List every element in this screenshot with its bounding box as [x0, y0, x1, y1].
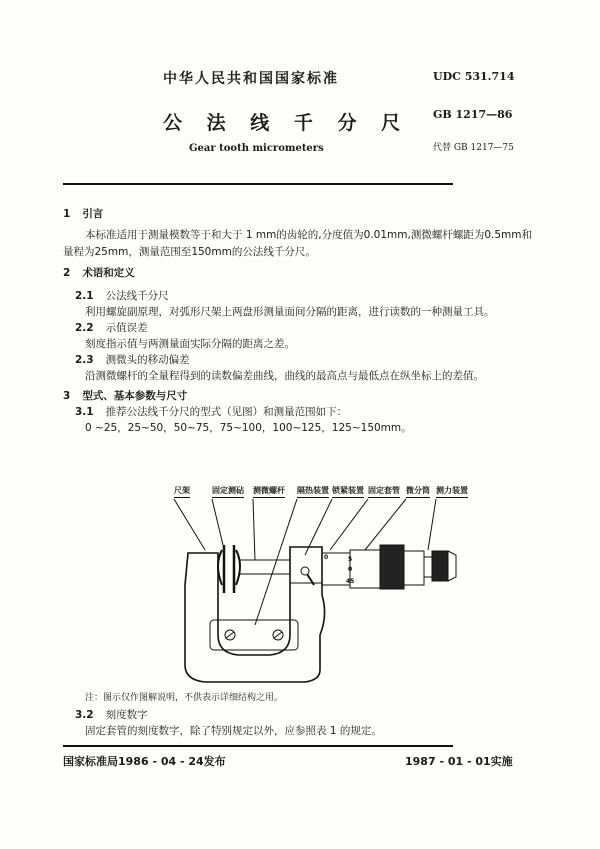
document-title: 公 法 线 千 分 尺 — [163, 112, 410, 134]
label-thimble: 微分筒 — [406, 485, 430, 498]
label-lock: 锁紧装置 — [332, 485, 364, 498]
header-divider — [63, 183, 453, 185]
diagram-note: 注：图示仅作图解说明，不供表示详细结构之用。 — [85, 693, 284, 703]
svg-text:45: 45 — [346, 578, 355, 585]
clause-3-2-heading: 3.2 刻度数字 — [75, 709, 148, 721]
effective-date: 1987 - 01 - 01实施 — [405, 755, 513, 768]
section-3-heading: 3 型式、基本参数与尺寸 — [63, 390, 188, 402]
issue-date: 国家标准局1986 - 04 - 24发布 — [63, 755, 226, 768]
definition-2-3: 沿测微螺杆的全量程得到的读数偏差曲线，曲线的最高点与最低点在纵坐标上的差值。 — [85, 370, 484, 382]
standard-number: GB 1217—86 — [433, 108, 513, 121]
label-fixed-anvil: 固定测砧 — [212, 485, 244, 498]
term-2-3: 2.3 测微头的移动偏差 — [75, 354, 190, 366]
micrometer-drawing — [160, 485, 480, 685]
udc-code: UDC 531.714 — [433, 70, 515, 83]
term-2-1: 2.1 公法线千分尺 — [75, 290, 169, 302]
label-insulation: 隔热装置 — [297, 485, 329, 498]
clause-3-1: 3.1 推荐公法线千分尺的型式（见图）和测量范围如下： — [75, 406, 348, 418]
definition-2-1: 利用螺旋副原理，对弧形尺架上两盘形测量面间分隔的距离，进行读数的一种测量工具。 — [85, 306, 495, 318]
svg-text:0: 0 — [348, 566, 353, 573]
label-sleeve: 固定套管 — [368, 485, 400, 498]
section-2-heading: 2 术语和定义 — [63, 267, 135, 279]
term-2-2: 2.2 示值误差 — [75, 322, 148, 334]
replaces-standard: 代替 GB 1217—75 — [433, 143, 514, 153]
footer-divider — [63, 745, 453, 747]
section-1-para-line2: 量程为25mm，测量范围至150mm的公法线千分尺。 — [63, 246, 316, 258]
label-frame: 尺架 — [174, 485, 190, 498]
label-spindle: 测微螺杆 — [253, 485, 285, 498]
svg-text:0: 0 — [324, 554, 329, 561]
section-1-para-line1: 本标准适用于测量模数等于和大于 1 mm的齿轮的,分度值为0.01mm,测微螺杆螺距为0.5mm和 — [85, 229, 532, 241]
measurement-ranges: 0 ~25，25~50，50~75，75~100，100~125，125~150mm。 — [85, 422, 412, 434]
svg-text:5: 5 — [348, 556, 353, 563]
micrometer-diagram — [160, 485, 480, 685]
organization: 中华人民共和国国家标准 — [163, 71, 339, 87]
section-1-heading: 1 引言 — [63, 208, 104, 220]
label-ratchet: 测力装置 — [436, 485, 468, 498]
clause-3-2-text: 固定套管的刻度数字，除了特别规定以外，应参照表 1 的规定。 — [85, 725, 382, 737]
definition-2-2: 刻度指示值与两测量面实际分隔的距离之差。 — [85, 338, 295, 350]
document-title-en: Gear tooth micrometers — [189, 143, 324, 154]
